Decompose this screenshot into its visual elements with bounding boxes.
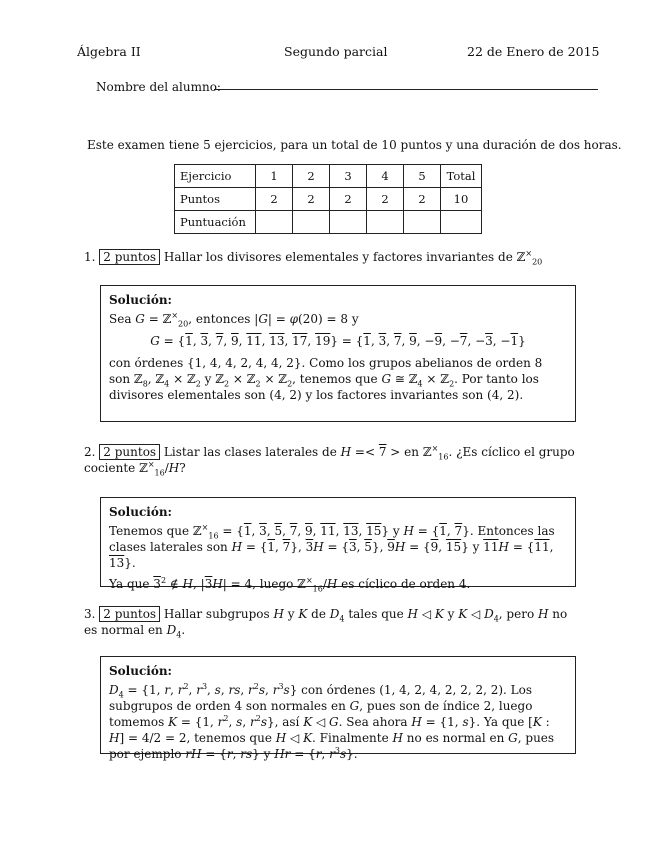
score-cell[interactable] [404,211,441,234]
column-header: 1 [256,165,293,188]
solution-box-1 [100,285,576,422]
solution-box-3 [100,656,576,761]
row-label: Puntuación [175,211,256,234]
solution-text: con órdenes {1, 4, 4, 2, 4, 4, 2}. Como los grupos abelianos de orden 8 son ℤ$_8$, ℤ$_4$ × ℤ$_2$ y ℤ$_2$ × ℤ$_2$ × ℤ$_2$, tenemos que G ≅ ℤ$_4$ × ℤ$_2$. Por tanto los divisores elementales son (4, 2) y los factores invariantes son (4, 2). [109,356,543,402]
exam-intro: Este examen tiene 5 ejercicios, para un total de 10 puntos y una duración de dos horas. [87,138,622,152]
column-header: 2 [293,165,330,188]
column-header: 3 [330,165,367,188]
table-cell: 2 [330,188,367,211]
row-label: Ejercicio [175,165,256,188]
exercise-3 [84,606,578,638]
points-badge: 2 puntos [99,249,160,265]
score-cell[interactable] [256,211,293,234]
column-header: 5 [404,165,441,188]
score-cell[interactable] [330,211,367,234]
score-cell[interactable] [367,211,404,234]
table-cell: 2 [404,188,441,211]
table-cell: 2 [367,188,404,211]
solution-text: Tenemos que ℤ×$_{16}$ = {1, 3, 5, 7, 9, 11, 13, 15} y H = {1, 7}. Entonces las clases laterales son H = {1, 7}, 3H = {3, 5}, 9H = {9, 15} y 11H = {11, 13}. [109,523,555,570]
table-row [175,188,482,211]
solution-title: Solución: [109,293,172,307]
points-badge: 2 puntos [99,444,160,460]
table-row [175,165,482,188]
solution-box-2 [100,497,576,594]
solution-text: Ya que $3^2$ ∉ H, |3H| = 4, luego ℤ×$_{16}$/H es cíclico de orden 4. [109,576,471,594]
table-cell: 2 [256,188,293,211]
column-header: 4 [367,165,404,188]
exam-title: Segundo parcial [284,44,388,59]
exercise-number: 2. [84,445,96,459]
course-title: Álgebra II [77,44,141,59]
points-badge: 2 puntos [99,606,160,622]
exercise-number: 3. [84,607,96,621]
table-cell: 2 [293,188,330,211]
table-cell: 10 [441,188,482,211]
exercise-number: 1. [84,250,96,264]
exercise-statement: Hallar los divisores elementales y factores invariantes de ℤ×$_{20}$ [163,249,543,267]
solution-formula: G = {1, 3, 7, 9, 11, 13, 17, 19} = {1, 3, 7, 9, −9, −7, −3, −1} [150,334,526,348]
exam-date: 22 de Enero de 2015 [467,44,600,59]
row-label: Puntos [175,188,256,211]
exercise-1 [84,249,578,265]
student-name-line[interactable] [214,89,598,90]
student-name-label: Nombre del alumno: [96,80,221,94]
exercise-statement: Listar las clases laterales de H =< 7 > en ℤ×$_{16}$. ¿Es cíclico el grupo cociente ℤ×$_{16}$/H? [84,444,575,478]
table-row [175,211,482,234]
score-cell[interactable] [293,211,330,234]
solution-text: Sea G = ℤ×$_{20}$, entonces |G| = φ(20) = 8 y [109,311,359,329]
score-table [174,164,482,234]
column-header: Total [441,165,482,188]
exercise-statement: Hallar subgrupos H y K de $D_4$ tales que H ◁ K y K ◁ $D_4$, pero H no es normal en $D_4$. [84,607,568,640]
solution-text: $D_4 = \{1$, r, $r^2$, $r^3$, s, rs, $r^2s$, $r^3s$} con órdenes (1, 4, 2, 4, 2, 2, 2, 2). Los subgrupos de orden 4 son normales en G, pues son de índice 2, luego tomemos K = {1, $r^2$, s, $r^2s$}, así K ◁ G. Sea ahora H = {1, s}. Ya que [K : H] = 4/2 = 2, tenemos que H ◁ K. Finalmente H no es normal en G, pues por ejemplo rH = {r, rs} y Hr = {r, $r^3s$}. [109,682,555,761]
solution-title: Solución: [109,664,172,678]
score-cell[interactable] [441,211,482,234]
exercise-2 [84,444,578,476]
solution-title: Solución: [109,505,172,519]
